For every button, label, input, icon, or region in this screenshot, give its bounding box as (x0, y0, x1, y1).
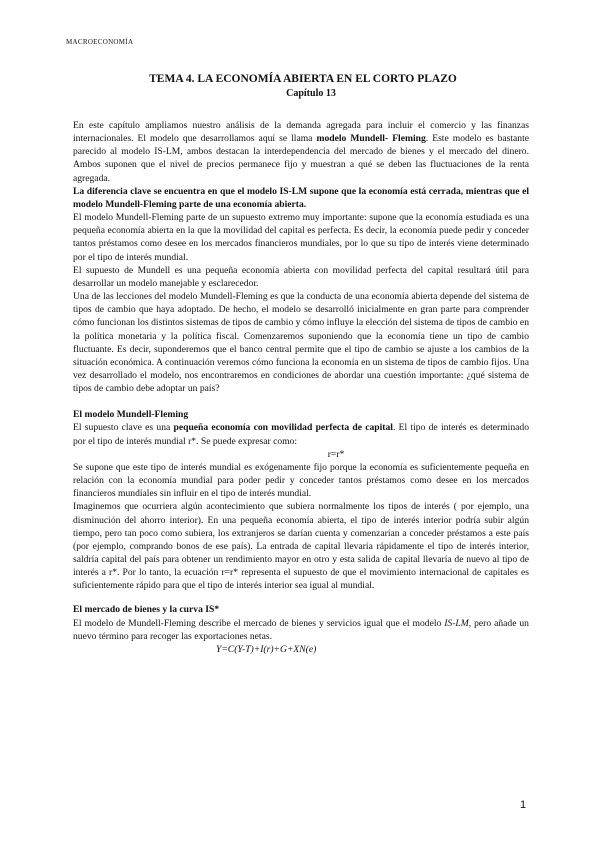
paragraph-intro-a: En este capítulo ampliamos nuestro análisis de la demanda agregada para incluir el comercio y las finanzas internacionales. El modelo que desarrollamos aquí se llama (73, 120, 529, 145)
equation-interest-rate: r=r* (327, 448, 345, 460)
paragraph-key-assumption (73, 421, 529, 447)
page-number: 1 (520, 799, 527, 811)
paragraph-mundell: El supuesto de Mundell es una pequeña economía abierta con movilidad perfecta del capital resultará útil para desarrollar un modelo manejable y esclarecedor. (73, 264, 529, 289)
body-text (73, 119, 529, 656)
goods-market-a: El modelo de Mundell-Fleming describe el mercado de bienes y servicios igual que el modelo (73, 617, 445, 629)
section-title-goods-market: El mercado de bienes y la curva IS* (73, 604, 220, 616)
section-title-mundell-fleming: El modelo Mundell-Fleming (73, 409, 189, 421)
equation-is-curve: Y=C(Y-T)+I(r)+G+XN(e) (216, 643, 317, 655)
page-title: TEMA 4. LA ECONOMÍA ABIERTA EN EL CORTO PLAZO (149, 73, 457, 85)
title-block (0, 73, 600, 99)
key-difference-bold: La diferencia clave se encuentra en que el modelo IS-LM supone que la economía está cerrada, mientras que el modelo Mundell-Fleming parte de una economía abierta. (73, 185, 529, 210)
paragraph-exogenous: Se supone que este tipo de interés mundial es exógenamente fijo porque la economía es suficientemente pequeña en relación con la economía mundial para poder pedir y conceder tantos préstamos como desee en los mercados financieros mundiales sin influir en el tipo de interés mundial. (73, 461, 529, 500)
paragraph-intro (73, 119, 529, 185)
paragraph-lessons: Una de las lecciones del modelo Mundell-Fleming es que la conducta de una economía abierta depende del sistema de tipos de cambio que haya adoptado. De hecho, el modelo se desarrolló inicialmente en gran parte para comprender cómo funcionan los distintos sistemas de tipos de cambio y cómo influye la elección del sistema de tipos de cambio en la política monetaria y la política fiscal. Comenzaremos suponiendo que la economía tiene un tipo de cambio fluctuante. Es decir, suponderemos que el banco central permite que el tipo de cambio se ajuste a los cambios de la situación económica. A continuación veremos cómo funciona la economía en un sistema de tipos de cambio fijos. Una vez desarrollado el modelo, nos encontraremos en condiciones de abordar una cuestión importante: ¿qué sistema de tipos de cambio debe adoptar un país? (73, 291, 529, 395)
paragraph-assumption: El modelo Mundell-Fleming parte de un supuesto extremo muy importante: supone que la economía estudiada es una pequeña economía abierta en la que la movilidad del capital es perfecta. Es decir, la economía puede pedir y conceder tantos préstamos como desee en los mercados financieros mundiales, por lo que su tipo de interés viene determinado por el tipo de interés mundial. (73, 212, 529, 263)
paragraph-key-difference (73, 185, 529, 211)
paragraph-imagine: Imaginemos que ocurriera algún acontecimiento que subiera normalmente los tipos de interés ( por ejemplo, una disminución del ahorro interior). En una pequeña economía abierta, el tipo de interés interior podría subir algún tiempo, pero tan poco como subiera, los extranjeros se darían cuenta y comenzarían a conceder préstamos a este país (por ejemplo, comprando bonos de ese país). La entrada de capital llevaría rápidamente el tipo de interés interior, saldría capital del país para obtener un rendimiento mayor en otro y esta salida de capital llevaría de nuevo al tipo de interés a r*. Por lo tanto, la ecuación r=r* representa el supuesto de que el movimiento internacional de capitales es suficientemente rápido para que el tipo de interés interior sea igual al mundial. (73, 501, 529, 592)
paragraph-intro-bold: modelo Mundell- Fleming (316, 133, 426, 145)
goods-market-c: pero añade un nuevo término para recoger las exportaciones netas. (73, 617, 529, 642)
running-header: MACROECONOMÍA (66, 38, 134, 46)
key-assumption-c: . El tipo de interés es determinado por el tipo de interés mundial r*. Se puede expresar como: (73, 422, 529, 447)
paragraph-intro-c: . Este modelo es bastante parecido al modelo IS-LM, ambos destacan la interdependencia del mercado de bienes y el mercado del dinero. Ambos suponen que el nivel de precios permanece fijo y muestran a qué se deben las fluctuaciones de la renta agregada. (73, 133, 529, 184)
key-assumption-a: El supuesto clave es una (73, 422, 174, 434)
key-assumption-bold: pequeña economía con movilidad perfecta de capital (173, 422, 393, 434)
page-subtitle: Capítulo 13 (286, 88, 336, 99)
goods-market-italic: IS-LM, (444, 617, 472, 629)
paragraph-goods-market (73, 617, 529, 643)
